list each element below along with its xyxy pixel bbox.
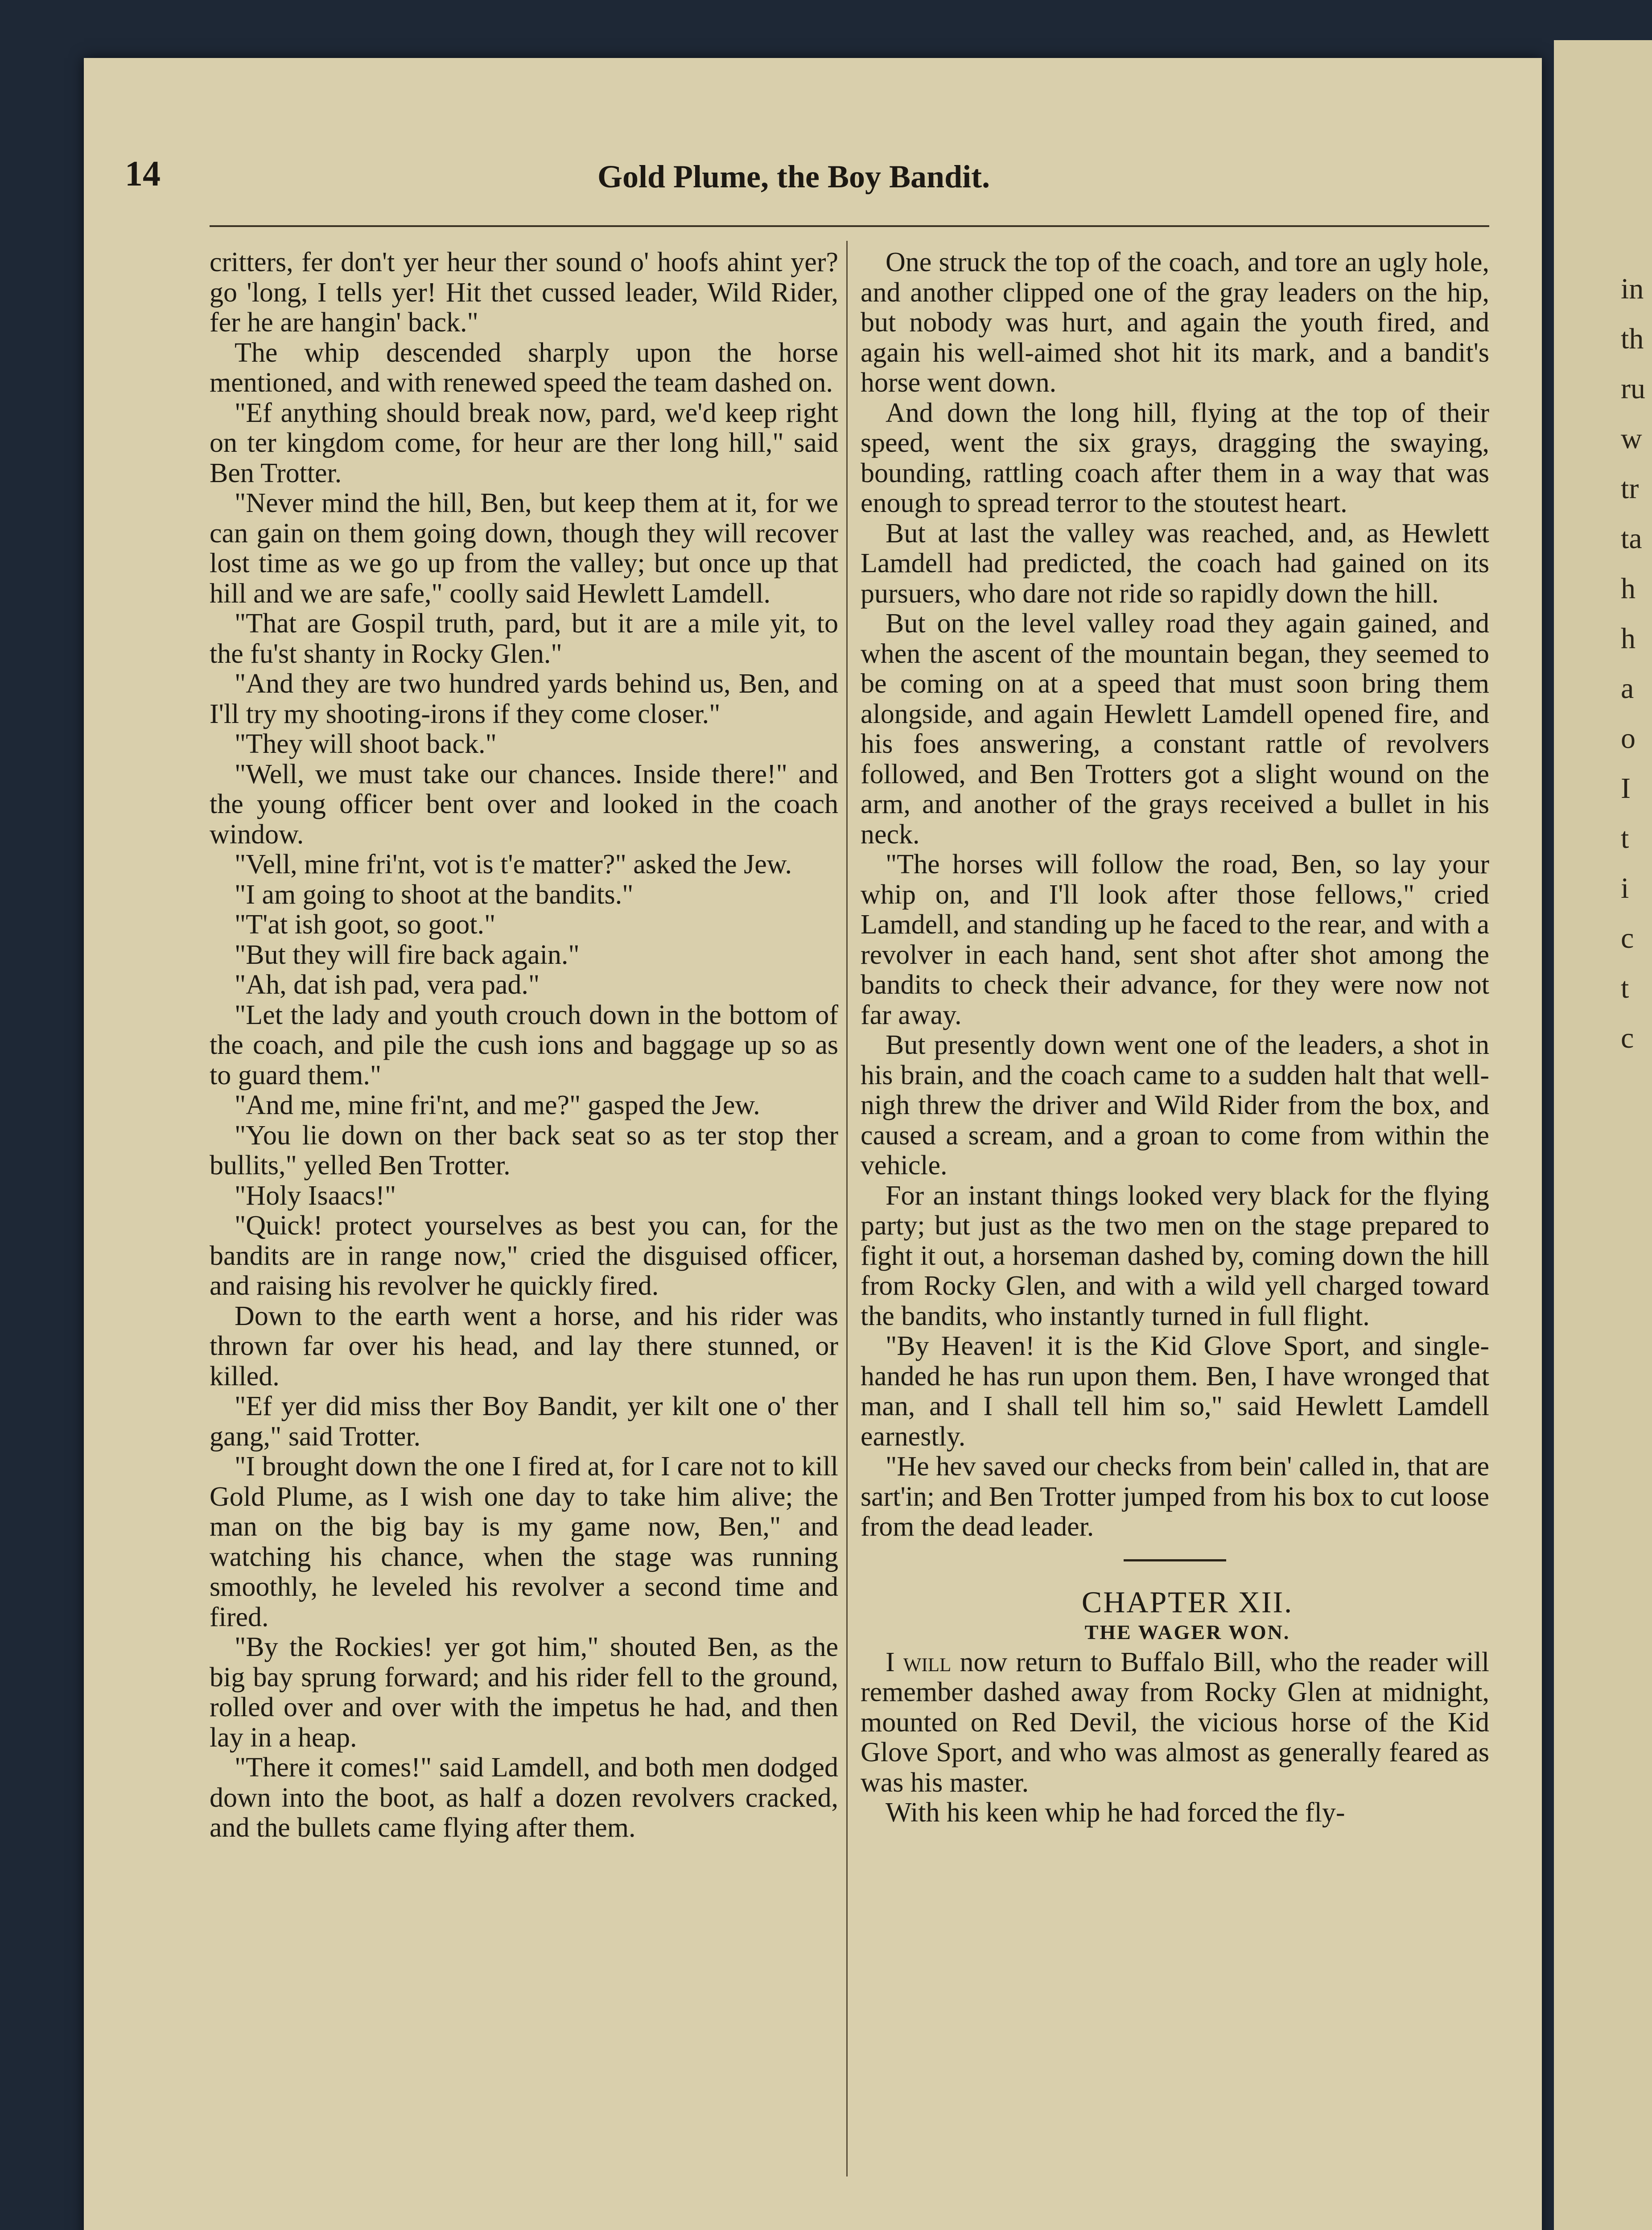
paragraph: But at last the valley was reached, and, as Hewlett Lamdell had predicted, the coach had gained on its pursuers, who dare not ride so rapidly down the hill. xyxy=(861,518,1489,609)
chapter-title: CHAPTER XII. xyxy=(1081,1585,1294,1619)
adjacent-page-fragment: i xyxy=(1621,872,1629,904)
paragraph: One struck the top of the coach, and tore an ugly hole, and another clipped one of the gray leaders on the hip, but nobody was hurt, and again the youth fired, and again his well-aimed shot hit its mark, and a bandit's horse went down. xyxy=(861,247,1489,398)
chapter-first-paragraph-text: now return to Buffalo Bill, who the reader will remember dashed away from Rocky Glen at midnight, mounted on Red Devil, the vicious horse of the Kid Glove Sport, and who was almost as generally feared as was his master. xyxy=(861,1647,1489,1798)
paragraph: "They will shoot back." xyxy=(235,729,497,759)
adjacent-page-fragment: I xyxy=(1621,772,1631,805)
paragraph: But on the level valley road they again gained, and when the ascent of the mountain began, they seemed to be coming on at a speed that must soon bring them alongside, and again Hewlett Lamdell opened fire, and his foes answering, a constant rattle of revolvers followed, and Ben Trotters got a slight wound on the arm, and another of the grays received a bullet in his neck. xyxy=(861,608,1489,850)
paragraph: "T'at ish goot, so goot." xyxy=(235,909,496,940)
paragraph: "There it comes!" said Lamdell, and both men dodged down into the boot, as half a dozen revolvers cracked, and the bullets came flying after them. xyxy=(210,1752,838,1843)
adjacent-page-fragment: t xyxy=(1621,822,1629,855)
running-title: Gold Plume, the Boy Bandit. xyxy=(597,159,990,194)
chapter-last-paragraph: With his keen whip he had forced the fly- xyxy=(886,1797,1345,1828)
paragraph: "By the Rockies! yer got him," shouted Ben, as the big bay sprung forward; and his rider fell to the ground, rolled over and over with the impetus he had, and then lay in a heap. xyxy=(210,1632,838,1753)
paragraph: "Ah, dat ish pad, vera pad." xyxy=(235,970,540,1000)
page-number: 14 xyxy=(125,154,161,194)
adjacent-page-fragment: h xyxy=(1621,572,1636,605)
adjacent-page-edge xyxy=(1554,40,1652,2230)
paragraph: "Vell, mine fri'nt, vot is t'e matter?" asked the Jew. xyxy=(235,849,792,880)
paragraph: For an instant things looked very black for the flying party; but just as the two men on the stage prepared to fight it out, a horseman dashed by, coming down the hill from Rocky Glen, and with a wild yell charged toward the bandits, who instantly turned in full flight. xyxy=(861,1180,1489,1331)
column-divider xyxy=(846,241,848,2176)
adjacent-page-fragment: ta xyxy=(1621,522,1642,555)
paragraph: "Ef yer did miss ther Boy Bandit, yer kilt one o' ther gang," said Trotter. xyxy=(210,1391,838,1452)
adjacent-page-fragment: o xyxy=(1621,722,1636,755)
adjacent-page-fragment: in xyxy=(1621,273,1644,305)
left-column xyxy=(210,248,838,2174)
right-column-text xyxy=(861,248,1489,1542)
paragraph: critters, fer don't yer heur ther sound o' hoofs ahint yer? go 'long, I tells yer! Hit thet cussed leader, Wild Rider, fer he are hangin' back." xyxy=(210,247,838,338)
chapter-rule xyxy=(1124,1559,1226,1561)
paragraph: "He hev saved our checks from bein' called in, that are sart'in; and Ben Trotter jumped from his box to cut loose from the dead leader. xyxy=(861,1451,1489,1542)
adjacent-page-fragment: tr xyxy=(1621,472,1639,505)
adjacent-page-fragment: ru xyxy=(1621,372,1645,405)
paragraph: But presently down went one of the leaders, a shot in his brain, and the coach came to a sudden halt that well-nigh threw the driver and Wild Rider from the box, and caused a scream, and a groan to come from within the vehicle. xyxy=(861,1030,1489,1181)
paragraph: "I am going to shoot at the bandits." xyxy=(235,879,634,910)
paragraph: "But they will fire back again." xyxy=(235,939,580,970)
paragraph: Down to the earth went a horse, and his rider was thrown far over his head, and lay there stunned, or killed. xyxy=(210,1301,838,1392)
paragraph: "And me, mine fri'nt, and me?" gasped the Jew. xyxy=(235,1090,760,1120)
adjacent-page-fragment: t xyxy=(1621,972,1629,1004)
paragraph: "I brought down the one I fired at, for I care not to kill Gold Plume, as I wish one day to take him alive; the man on the big bay is my game now, Ben," and watching his chance, when the stage was running smoothly, he leveled his revolver a second time and fired. xyxy=(210,1451,838,1632)
adjacent-page-fragment: c xyxy=(1621,1022,1634,1054)
chapter-opening-words: I will xyxy=(886,1647,952,1677)
adjacent-page-fragment: th xyxy=(1621,322,1644,355)
paragraph: "Quick! protect yourselves as best you can, for the bandits are in range now," cried the disguised officer, and raising his revolver he quickly fired. xyxy=(210,1210,838,1301)
adjacent-page-fragment: c xyxy=(1621,922,1634,954)
paragraph: "By Heaven! it is the Kid Glove Sport, and single-handed he has run upon them. Ben, I have wronged that man, and I shall tell him so," said Hewlett Lamdell earnestly. xyxy=(861,1331,1489,1452)
paragraph: The whip descended sharply upon the horse mentioned, and with renewed speed the team dashed on. xyxy=(210,337,838,398)
paragraph: "The horses will follow the road, Ben, so lay your whip on, and I'll look after those fellows," cried Lamdell, and standing up he faced to the rear, and with a revolver in each hand, sent shot after shot among the bandits to check their advance, for they were now not far away. xyxy=(861,849,1489,1030)
paragraph: "Ef anything should break now, pard, we'd keep right on ter kingdom come, for heur are ther long hill," said Ben Trotter. xyxy=(210,397,838,488)
chapter-first-paragraph xyxy=(861,1648,1489,1798)
paragraph: "That are Gospil truth, pard, but it are a mile yit, to the fu'st shanty in Rocky Glen." xyxy=(210,608,838,669)
page-header xyxy=(125,154,1480,207)
paragraph: "And they are two hundred yards behind us, Ben, and I'll try my shooting-irons if they come closer." xyxy=(210,669,838,729)
adjacent-page-fragment: a xyxy=(1621,672,1634,705)
right-column xyxy=(861,248,1489,2174)
adjacent-page-fragment: h xyxy=(1621,622,1636,655)
paragraph: And down the long hill, flying at the top of their speed, went the six grays, dragging the swaying, bounding, rattling coach after them in a way that was enough to spread terror to the stoutest heart. xyxy=(861,397,1489,518)
paragraph: "Holy Isaacs!" xyxy=(235,1180,396,1211)
adjacent-page-fragment: w xyxy=(1621,422,1642,455)
paragraph: "Let the lady and youth crouch down in the bottom of the coach, and pile the cush ions and baggage up so as to guard them." xyxy=(210,999,838,1090)
paragraph: "You lie down on ther back seat so as ter stop ther bullits," yelled Ben Trotter. xyxy=(210,1120,838,1181)
paragraph: "Well, we must take our chances. Inside there!" and the young officer bent over and looked in the coach window. xyxy=(210,759,838,850)
chapter-subtitle: THE WAGER WON. xyxy=(1084,1621,1290,1644)
paragraph: "Never mind the hill, Ben, but keep them at it, for we can gain on them going down, though they will recover lost time as we go up from the valley; but once up that hill and we are safe," coolly said Hewlett Lamdell. xyxy=(210,488,838,609)
header-rule xyxy=(210,225,1489,227)
